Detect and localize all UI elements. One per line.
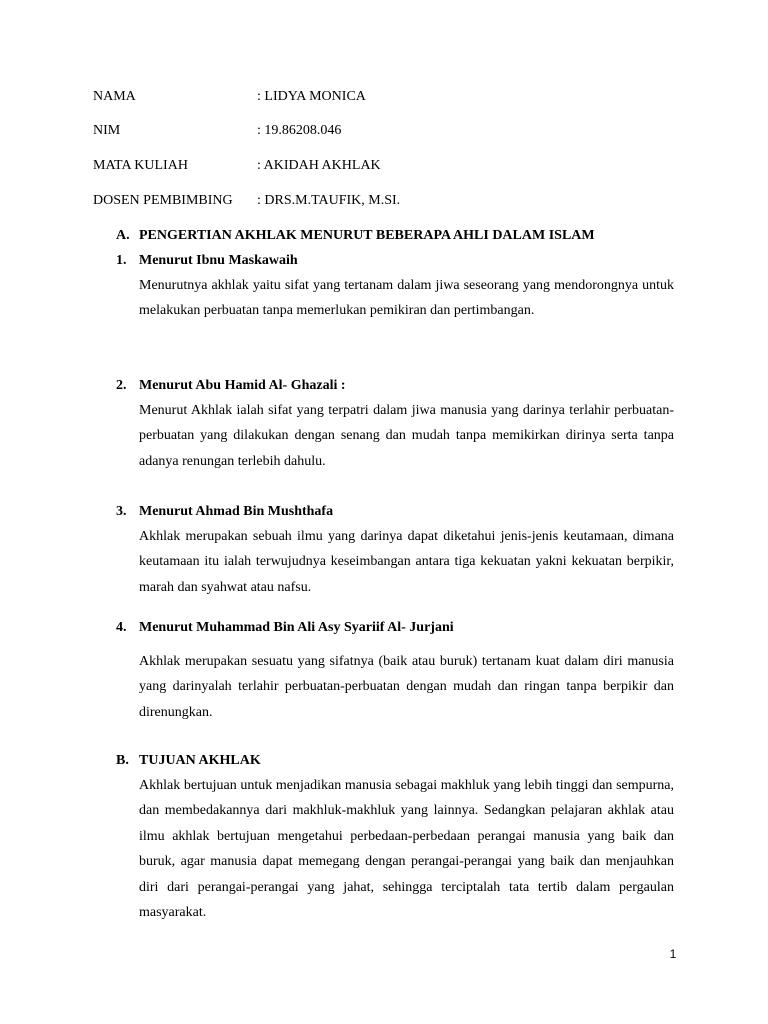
header-value: : LIDYA MONICA: [257, 89, 366, 104]
item-number: 4.: [116, 620, 127, 635]
header-label: DOSEN PEMBIMBING: [93, 193, 233, 208]
section-b-paragraph: Akhlak bertujuan untuk menjadikan manusia sebagai makhluk yang lebih tinggi dan sempurna, dan membedakannya dari makhluk-makhluk yang lainnya. Sedangkan pelajaran akhlak atau ilmu akhlak bertujuan mengetahui perbedaan-perbedaan perangai manusia yang baik dan buruk, agar manusia dapat memegang dengan perangai-perangai yang baik dan menjauhkan diri dari perangai-perangai yang jahat, sehingga terciptalah tata tertib dalam pergaulan masyarakat.: [139, 778, 674, 921]
header-row-nim: [93, 121, 341, 141]
item-1-paragraph: Menurutnya akhlak yaitu sifat yang tertanam dalam jiwa seseorang yang mendorongnya untuk melakukan perbuatan tanpa memerlukan pemikiran dan pertimbangan.: [139, 278, 674, 319]
item-3-paragraph: Akhlak merupakan sebuah ilmu yang darinya dapat diketahui jenis-jenis keutamaan, dimana keutamaan itu ialah terwujudnya keseimbangan antara tiga kekuatan yakni kekuatan berpikir, marah dan syahwat atau nafsu.: [139, 529, 674, 595]
item-number: 1.: [116, 253, 127, 268]
header-label: NAMA: [93, 89, 136, 104]
header-row-dosen-pembimbing: [93, 191, 400, 211]
item-title: Menurut Ibnu Maskawaih: [139, 253, 298, 268]
item-4-heading: [116, 618, 454, 638]
header-row-nama: [93, 87, 366, 107]
section-b-title: TUJUAN AKHLAK: [139, 753, 261, 768]
header-value: : AKIDAH AKHLAK: [257, 158, 381, 173]
header-label: MATA KULIAH: [93, 158, 188, 173]
item-2-heading: [116, 376, 346, 396]
header-label: NIM: [93, 123, 121, 138]
item-title: Menurut Abu Hamid Al- Ghazali :: [139, 378, 346, 393]
item-number: 2.: [116, 378, 127, 393]
section-a-marker: A.: [116, 228, 130, 243]
section-b-heading: [116, 751, 261, 771]
header-row-mata-kuliah: [93, 156, 381, 176]
header-value: : 19.86208.046: [257, 123, 342, 138]
item-title: Menurut Muhammad Bin Ali Asy Syariif Al- Jurjani: [139, 620, 454, 635]
item-4-paragraph: Akhlak merupakan sesuatu yang sifatnya (baik atau buruk) tertanam kuat dalam diri manusia yang darinyalah terlahir perbuatan-perbuatan dengan mudah dan ringan tanpa berpikir dan direnungkan.: [139, 654, 674, 720]
section-a-title: PENGERTIAN AKHLAK MENURUT BEBERAPA AHLI DALAM ISLAM: [139, 228, 595, 243]
section-a-heading: [116, 226, 595, 246]
header-value: : DRS.M.TAUFIK, M.SI.: [257, 193, 401, 208]
item-3-heading: [116, 502, 333, 522]
item-1-heading: [116, 251, 298, 271]
page-number: 1: [669, 947, 677, 961]
item-title: Menurut Ahmad Bin Mushthafa: [139, 504, 334, 519]
item-2-paragraph: Menurut Akhlak ialah sifat yang terpatri dalam jiwa manusia yang darinya terlahir perbuatan-perbuatan yang dilakukan dengan senang dan mudah tanpa memikirkan dirinya serta tanpa adanya renungan terlebih dahulu.: [139, 403, 674, 469]
section-b-marker: B.: [116, 753, 129, 768]
item-number: 3.: [116, 504, 127, 519]
